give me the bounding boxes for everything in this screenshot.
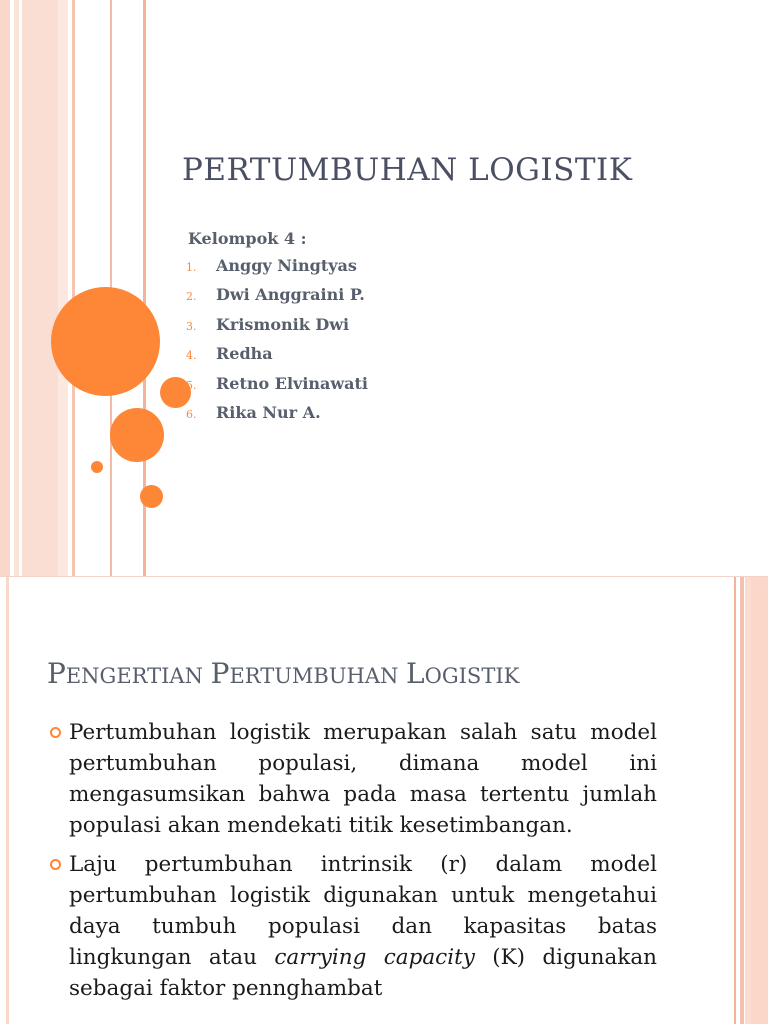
- list-item: [186, 374, 368, 403]
- list-number: 4.: [186, 349, 197, 363]
- member-name: Krismonik Dwi: [216, 314, 350, 334]
- member-name: Redha: [216, 344, 273, 364]
- decor-stripe: [740, 577, 744, 1024]
- list-number: 6.: [186, 407, 197, 421]
- list-item: [186, 315, 368, 344]
- member-name: Retno Elvinawati: [216, 373, 368, 393]
- bullet-circle-icon: [50, 859, 61, 870]
- list-item: [186, 403, 368, 432]
- list-item: [186, 285, 368, 314]
- bullet-text: Laju pertumbuhan intrinsik (r) dalam model pertumbuhan logistik digunakan untuk mengetahui daya tumbuh populasi dan kapasitas batas lingkungan atau: [69, 852, 657, 970]
- title-word: OGISTIK: [424, 664, 520, 688]
- bullet-item: [50, 717, 657, 841]
- bullet-italic-term: carrying capacity: [274, 945, 475, 970]
- list-number: 5.: [186, 378, 197, 392]
- bullet-text: (K) digunakan sebagai faktor pennghambat: [69, 945, 658, 1001]
- decor-circle-small: [140, 485, 163, 508]
- decor-circle-large: [51, 287, 160, 396]
- decor-stripe: [14, 0, 19, 576]
- title-initial: P: [47, 657, 66, 690]
- decor-stripe: [751, 577, 768, 1024]
- content-slide: [0, 576, 768, 1024]
- list-item: [186, 344, 368, 373]
- member-name: Dwi Anggraini P.: [216, 285, 365, 305]
- decor-stripe: [734, 577, 736, 1024]
- title-initial: L: [406, 657, 425, 690]
- member-name: Rika Nur A.: [216, 402, 321, 422]
- decor-stripe: [0, 0, 10, 576]
- member-name: Anggy Ningtyas: [216, 256, 357, 275]
- slide-title: [47, 657, 519, 690]
- bullet-list: [50, 717, 657, 1012]
- list-item: [186, 256, 368, 285]
- title-word: ERTUMBUHAN: [229, 664, 399, 688]
- title-word: ENGERTIAN: [65, 664, 203, 688]
- bullet-circle-icon: [50, 727, 61, 738]
- slide-title: PERTUMBUHAN LOGISTIK: [182, 152, 633, 188]
- decor-stripe: [6, 577, 9, 1024]
- decor-circle-medium: [110, 408, 164, 462]
- decor-stripe: [22, 0, 58, 576]
- decor-circle-tiny: [91, 461, 103, 473]
- member-list: [186, 256, 368, 432]
- decor-stripe: [58, 0, 68, 576]
- list-number: 3.: [186, 319, 197, 333]
- decor-stripe: [72, 0, 75, 576]
- title-initial: P: [210, 657, 230, 690]
- bullet-item: [50, 849, 657, 1004]
- list-number: 2.: [186, 290, 197, 304]
- group-label: Kelompok 4 :: [188, 229, 307, 248]
- list-number: 1.: [186, 261, 197, 274]
- bullet-text: Pertumbuhan logistik merupakan salah satu model pertumbuhan populasi, dimana model ini mengasumsikan bahwa pada masa tertentu jumlah populasi akan mendekati titik kesetimbangan.: [69, 720, 657, 838]
